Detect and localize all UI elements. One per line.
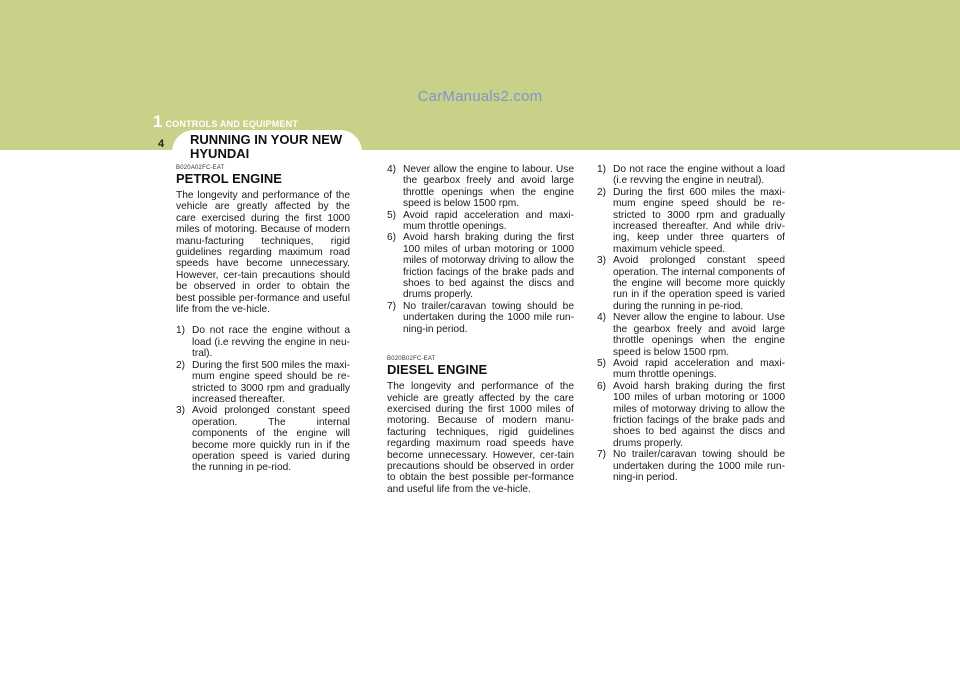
list-item: 7) No trailer/caravan towing should be undertaken during the 1000 mile run-ning-in period. bbox=[387, 300, 574, 335]
list-item: 3) Avoid prolonged constant speed operation. The internal components of the engine will become more quickly run in if the operation speed is varied during the running in pe-riod. bbox=[597, 255, 785, 312]
list-item: 3) Avoid prolonged constant speed operation. The internal components of the engine will become more quickly run in if the operation speed is varied during the running in pe-riod. bbox=[176, 405, 350, 474]
column-2 bbox=[387, 164, 574, 495]
section-tab bbox=[172, 130, 362, 164]
list-item: 4) Never allow the engine to labour. Use the gearbox freely and avoid large throttle openings when the engine speed is below 1500 rpm. bbox=[387, 164, 574, 210]
list-item: 7) No trailer/caravan towing should be undertaken during the 1000 mile run-ning-in period. bbox=[597, 449, 785, 483]
diesel-list bbox=[597, 164, 785, 483]
chapter-title: CONTROLS AND EQUIPMENT bbox=[165, 119, 299, 129]
petrol-list-part-2 bbox=[387, 164, 574, 335]
watermark: CarManuals2.com bbox=[417, 88, 543, 105]
section-title: RUNNING IN YOUR NEW HYUNDAI bbox=[190, 132, 343, 161]
list-item: 2) During the first 500 miles the maxi-mum engine speed should be re-stricted to 3000 rpm and gradually increased thereafter. bbox=[176, 359, 350, 405]
list-item: 1) Do not race the engine without a load (i.e revving the engine in neu-tral). bbox=[176, 325, 350, 360]
petrol-intro-paragraph: The longevity and performance of the vehicle are greatly affected by the care exercised during the first 1000 miles of motoring. Because of modern manu-facturing techniques, rigid guidelines regarding maximum road speeds have become unnecessary. However, cer-tain precautions should be observed in order to obtain the best possible per-formance and useful life from the ve-hicle. bbox=[176, 190, 350, 316]
diesel-intro-paragraph: The longevity and performance of the vehicle are greatly affected by the care exercised during the first 1000 miles of motoring. Because of modern manu-facturing techniques, rigid guidelines regarding maximum road speeds have become unnecessary. However, cer-tain precautions should be observed in order to obtain the best possible per-formance and useful life from the ve-hicle. bbox=[387, 381, 574, 495]
list-item: 6) Avoid harsh braking during the first 100 miles of urban motoring or 1000 miles of motorway driving to allow the friction facings of the brake pads and shoes to bed against the discs and drums properly. bbox=[387, 232, 574, 301]
petrol-list-part-1 bbox=[176, 325, 350, 473]
diesel-engine-heading: DIESEL ENGINE bbox=[387, 362, 488, 378]
list-item: 5) Avoid rapid acceleration and maxi-mum throttle openings. bbox=[387, 209, 574, 233]
page-number: 4 bbox=[157, 138, 165, 150]
header-band bbox=[0, 0, 960, 150]
list-item: 6) Avoid harsh braking during the first 100 miles of urban motoring or 1000 miles of motorway driving to allow the friction facings of the brake pads and shoes to bed against the discs and drums properly. bbox=[597, 380, 785, 449]
list-item: 4) Never allow the engine to labour. Use the gearbox freely and avoid large throttle openings when the engine speed is below 1500 rpm. bbox=[597, 312, 785, 358]
section-code: B020B02FC-EAT bbox=[387, 356, 436, 363]
chapter-number: 1 bbox=[153, 112, 163, 131]
column-1 bbox=[176, 164, 350, 474]
list-item: 2) During the first 600 miles the maxi-mum engine speed should be re-stricted to 3000 rpm and gradually increased thereafter. And while driv-ing, keep under three quarters of maximum vehicle speed. bbox=[597, 186, 785, 255]
column-3 bbox=[597, 164, 785, 483]
list-item: 1) Do not race the engine without a load (i.e revving the engine in neutral). bbox=[597, 164, 785, 187]
list-item: 5) Avoid rapid acceleration and maxi-mum throttle openings. bbox=[597, 357, 785, 381]
petrol-engine-heading: PETROL ENGINE bbox=[176, 171, 282, 186]
section-code: B020A02FC-EAT bbox=[176, 165, 225, 171]
chapter-header bbox=[153, 112, 298, 132]
